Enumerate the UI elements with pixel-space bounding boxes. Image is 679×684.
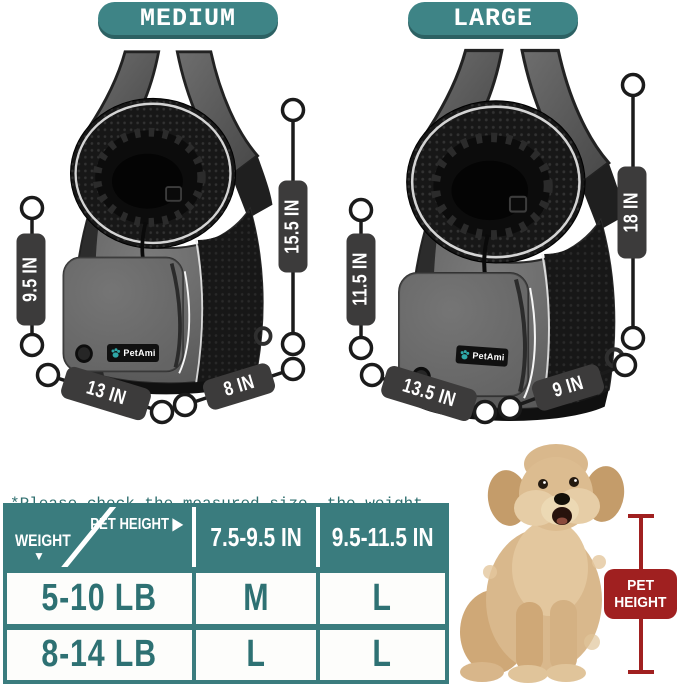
- col-axis-header: [91, 514, 183, 534]
- brand-logo-text: PetAmi: [123, 348, 156, 358]
- brand-patch-large: [455, 345, 508, 367]
- brand-logo-text: PetAmi: [472, 350, 505, 363]
- measurement-label-large-front-height: [347, 234, 376, 326]
- measurement-value: 13 IN: [83, 376, 129, 410]
- column-header-label: 9.5-11.5 IN: [331, 521, 434, 552]
- size-cell-r2c1: [192, 630, 316, 681]
- size-cell-r2c2: [316, 630, 445, 681]
- column-header-1: [192, 507, 316, 567]
- weight-row-1: [7, 573, 192, 624]
- size-cell-r1c2: [316, 573, 445, 624]
- column-header-label: 7.5-9.5 IN: [210, 521, 302, 552]
- pet-height-top-cap: [628, 514, 654, 518]
- weight-value: 5-10 LB: [41, 576, 158, 619]
- size-pill-large: LARGE: [408, 2, 578, 35]
- measurement-label-large-back-height: [618, 167, 647, 259]
- pet-height-label-line2: HEIGHT: [614, 594, 667, 611]
- dog-photo: [452, 442, 627, 684]
- measurement-value: 11.5 IN: [349, 252, 372, 307]
- size-value: L: [372, 576, 393, 619]
- weight-value: 8-14 LB: [41, 633, 158, 676]
- size-value: M: [242, 576, 270, 619]
- size-value: L: [372, 633, 393, 676]
- measurement-label-medium-front-height: [17, 234, 46, 326]
- col-axis-label: PET HEIGHT: [90, 516, 170, 533]
- measurement-value: 9.5 IN: [19, 256, 42, 303]
- measurement-value: 9 IN: [549, 371, 586, 403]
- measurement-value: 18 IN: [620, 192, 643, 233]
- pet-height-label: [604, 569, 677, 619]
- pet-height-bottom-cap: [628, 670, 654, 674]
- measurement-value: 8 IN: [220, 370, 257, 402]
- weight-row-2: [7, 630, 192, 681]
- size-pill-medium: MEDIUM: [98, 2, 278, 35]
- size-value: L: [246, 633, 266, 676]
- size-chart-corner-cell: [7, 507, 192, 567]
- right-arrow-icon: ▶: [172, 516, 183, 533]
- brand-patch-medium: [107, 344, 159, 362]
- down-arrow-icon: ▼: [33, 549, 45, 563]
- column-header-2: [316, 507, 445, 567]
- row-axis-header: WEIGHT: [15, 531, 71, 550]
- paw-icon: [459, 349, 471, 361]
- measurement-value: 13.5 IN: [399, 374, 459, 412]
- measurement-value: 15.5 IN: [281, 199, 304, 254]
- pet-height-label-line1: PET: [627, 577, 654, 594]
- backpack-medium: [63, 52, 272, 395]
- size-cell-r1c1: [192, 573, 316, 624]
- size-chart-table: [3, 503, 449, 684]
- measurement-label-medium-back-height: [279, 181, 308, 273]
- paw-icon: [110, 348, 121, 359]
